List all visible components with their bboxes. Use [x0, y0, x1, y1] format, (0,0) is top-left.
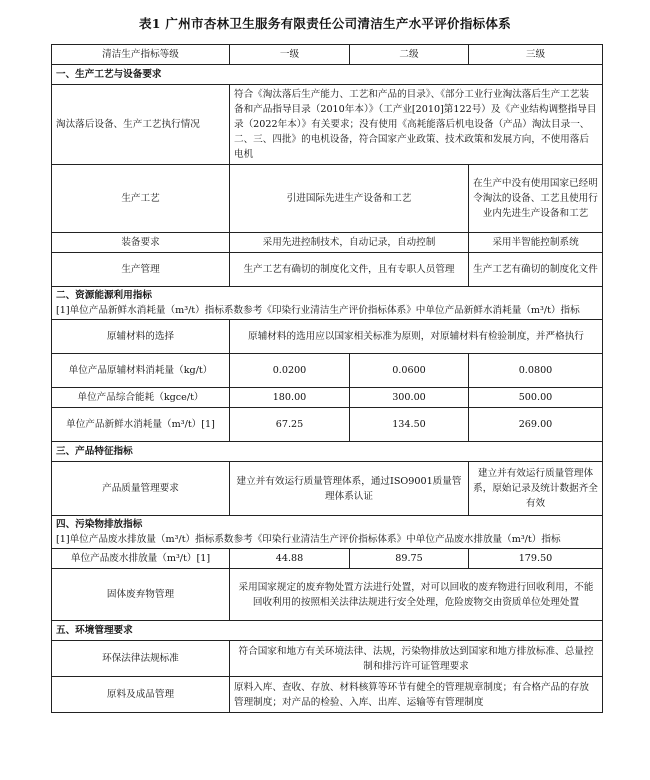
section-title: 一、生产工艺与设备要求: [52, 65, 603, 85]
row-value: 建立并有效运行质量管理体系，通过ISO9001质量管理体系认证: [230, 462, 469, 516]
row-label: 淘汰落后设备、生产工艺执行情况: [52, 85, 230, 165]
row-value: 采用半智能控制系统: [469, 233, 603, 253]
section-title: 四、污染物排放指标: [56, 519, 143, 530]
header-level-2: 二级: [350, 45, 469, 65]
section-block: [52, 287, 603, 320]
section-title: 二、资源能源利用指标: [56, 290, 152, 301]
row-label: 固体废弃物管理: [52, 569, 230, 621]
value-level-1: 67.25: [230, 408, 350, 442]
row-value: 采用国家规定的废弃物处置方法进行处置，对可以回收的废弃物进行回收利用，不能回收利用的按照相关法律法规进行安全处理，危险废物交由资质单位处理处置: [230, 569, 603, 621]
row-label: 装备要求: [52, 233, 230, 253]
row-label: 单位产品原辅材料消耗量（kg/t）: [52, 354, 230, 388]
row-label: 单位产品综合能耗（kgce/t）: [52, 388, 230, 408]
row-value: 采用先进控制技术，自动记录，自动控制: [230, 233, 469, 253]
row-label: 环保法律法规标准: [52, 641, 230, 677]
value-level-2: 0.0600: [350, 354, 469, 388]
header-row: [52, 45, 603, 65]
row-label: 单位产品新鲜水消耗量（m³/t）[1]: [52, 408, 230, 442]
row-label: 原辅材料的选择: [52, 320, 230, 354]
header-level: 清洁生产指标等级: [52, 45, 230, 65]
row-label: 单位产品废水排放量（m³/t）[1]: [52, 549, 230, 569]
row-value: 生产工艺有确切的制度化文件: [469, 253, 603, 287]
section-note: [1]单位产品废水排放量（m³/t）指标系数参考《印染行业清洁生产评价指标体系》中单位产品废水排放量（m³/t）指标: [56, 534, 561, 545]
value-level-3: 269.00: [469, 408, 603, 442]
row-value: 原辅材料的选用应以国家相关标准为原则，对原辅材料有检验制度，并严格执行: [230, 320, 603, 354]
value-level-3: 500.00: [469, 388, 603, 408]
section-block: [52, 516, 603, 549]
row-value: 引进国际先进生产设备和工艺: [230, 165, 469, 233]
row-label: 产品质量管理要求: [52, 462, 230, 516]
section-title: 五、环境管理要求: [52, 621, 603, 641]
value-level-2: 89.75: [350, 549, 469, 569]
table-title: 表1 广州市杏林卫生服务有限责任公司清洁生产水平评价指标体系: [138, 16, 512, 31]
row-value: 符合国家和地方有关环境法律、法规，污染物排放达到国家和地方排放标准、总量控制和排污许可证管理要求: [230, 641, 603, 677]
row-value: 原料入库、查收、存放、材料核算等环节有健全的管理规章制度；有合格产品的存放管理制度；对产品的检验、入库、出库、运输等有管理制度: [230, 677, 603, 713]
header-level-1: 一级: [230, 45, 350, 65]
value-level-1: 44.88: [230, 549, 350, 569]
section-note: [1]单位产品新鲜水消耗量（m³/t）指标系数参考《印染行业清洁生产评价指标体系》中单位产品新鲜水消耗量（m³/t）指标: [56, 305, 580, 316]
value-level-3: 179.50: [469, 549, 603, 569]
row-label: 原料及成品管理: [52, 677, 230, 713]
value-level-2: 134.50: [350, 408, 469, 442]
value-level-1: 180.00: [230, 388, 350, 408]
value-level-3: 0.0800: [469, 354, 603, 388]
header-level-3: 三级: [469, 45, 603, 65]
row-value: 符合《淘汰落后生产能力、工艺和产品的目录》、《部分工业行业淘汰落后生产工艺装备和产品指导目录（2010年本）》（工产业[2010]第122号）及《产业结构调整指导目录（2022年本）》有关要求；没有使用《高耗能落后机电设备（产品）淘汰目录一、二、三、四批》的电机设备，符合国家产业政策、技术政策和发展方向，不使用落后电机: [230, 85, 603, 165]
row-value: 在生产中没有使用国家已经明令淘汰的设备、工艺且使用行业内先进生产设备和工艺: [469, 165, 603, 233]
row-value: 建立并有效运行质量管理体系，原始记录及统计数据齐全有效: [469, 462, 603, 516]
row-label: 生产管理: [52, 253, 230, 287]
value-level-2: 300.00: [350, 388, 469, 408]
section-title: 三、产品特征指标: [52, 442, 603, 462]
indicator-table: [51, 44, 603, 713]
value-level-1: 0.0200: [230, 354, 350, 388]
row-value: 生产工艺有确切的制度化文件，且有专职人员管理: [230, 253, 469, 287]
row-label: 生产工艺: [52, 165, 230, 233]
